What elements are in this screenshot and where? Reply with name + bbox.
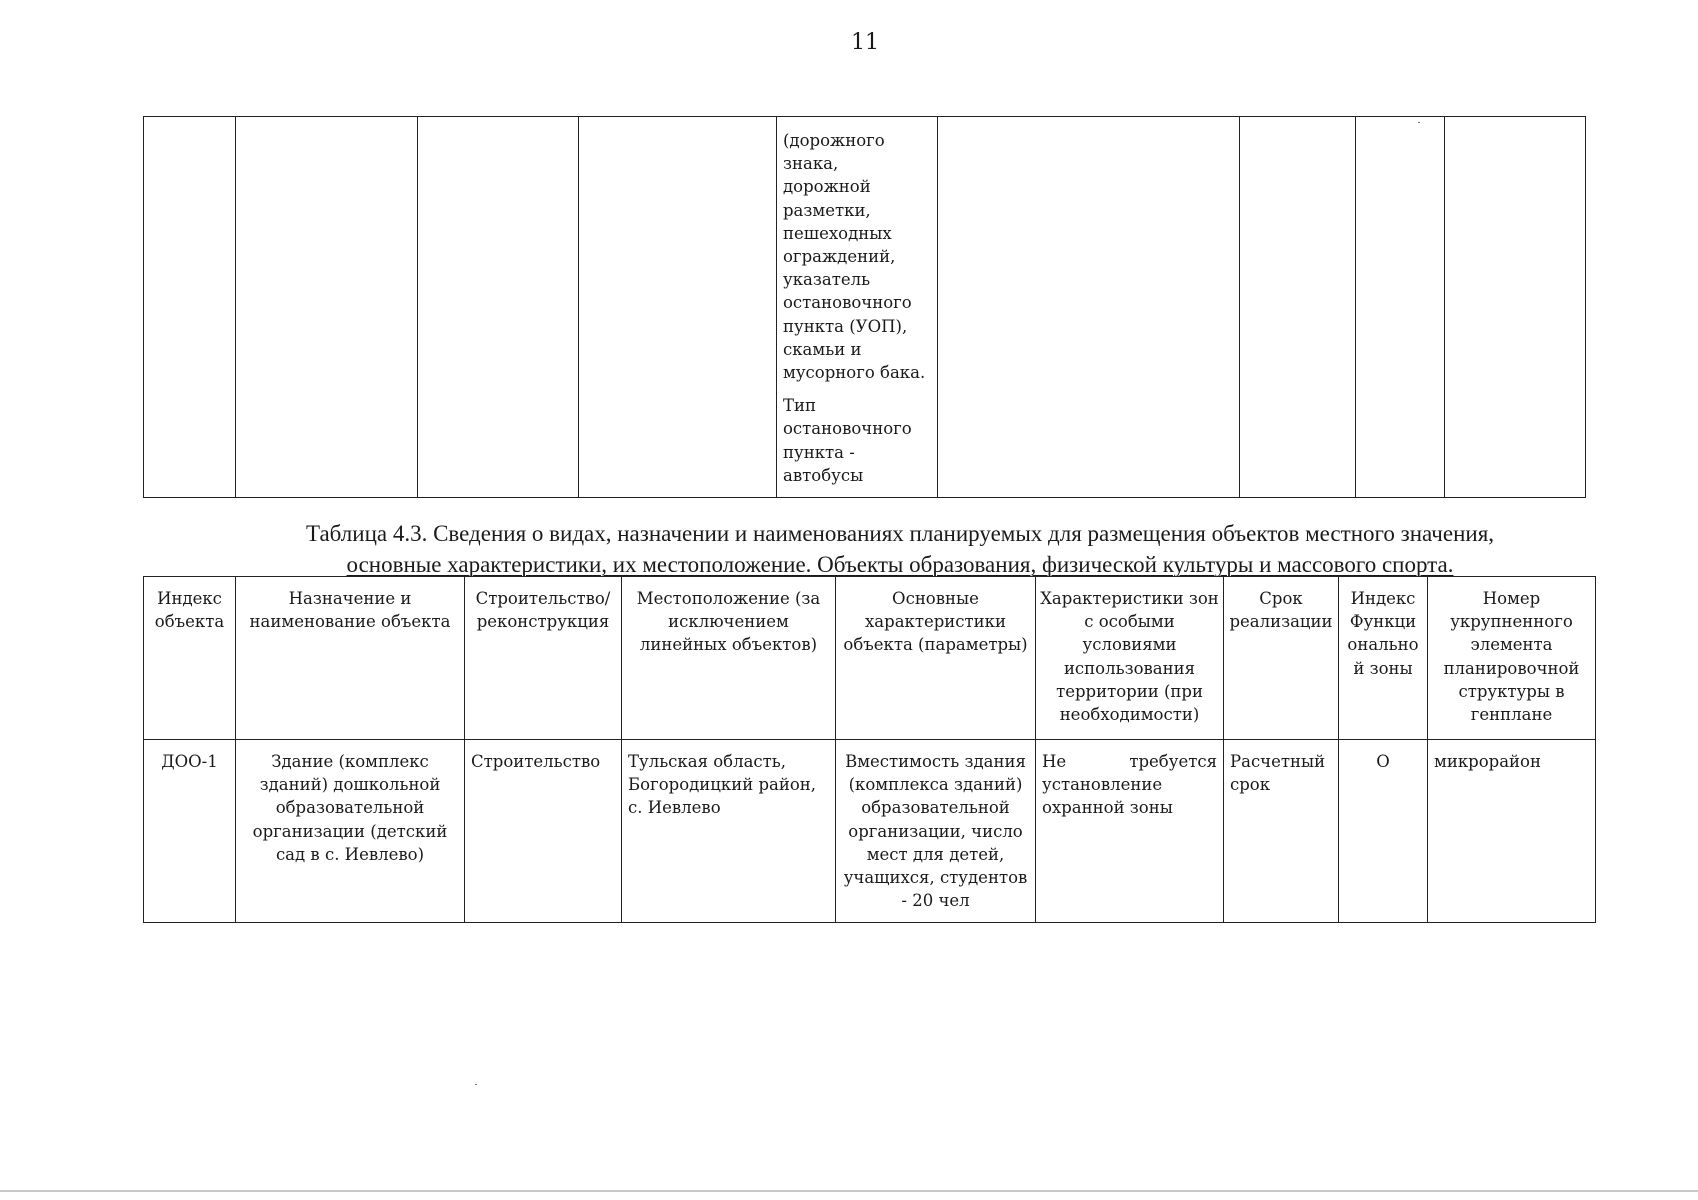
characteristics-cell (777, 117, 938, 498)
empty-cell (938, 117, 1240, 498)
continuation-table (143, 116, 1586, 498)
cell-purpose-name: Здание (комплекс зданий) дошкольной образовательной организации (детский сад в с. Иевлево) (236, 740, 465, 923)
empty-cell (1445, 117, 1586, 498)
cell-main-characteristics: Вместимость здания (комплекса зданий) образовательной организации, число мест для детей, учащихся, студентов - 20 чел (836, 740, 1036, 923)
scan-edge-line (0, 1190, 1698, 1192)
page-number: 11 (851, 30, 879, 55)
cell-location: Тульская область, Богородицкий район, с. Иевлево (622, 740, 836, 923)
cell-implementation-period: Расчетный срок (1224, 740, 1339, 923)
scan-speck (1418, 122, 1420, 123)
header-structure-element-number: Номер укрупненного элемента планировочной структуры в генплане (1428, 577, 1596, 740)
continuation-paragraph: (дорожного знака, дорожной разметки, пешеходных ограждений, указатель остановочного пункта (УОП), скамьи и мусорного бака. (783, 131, 926, 383)
table-caption (200, 518, 1600, 580)
cell-object-index: ДОО-1 (144, 740, 236, 923)
table-row (144, 740, 1596, 923)
header-functional-zone-index: Индекс Функци онально й зоны (1339, 577, 1428, 740)
cell-structure-element-number: микрорайон (1428, 740, 1596, 923)
header-main-characteristics: Основные характеристики объекта (параметры) (836, 577, 1036, 740)
continuation-row (144, 117, 1586, 498)
header-object-index: Индекс объекта (144, 577, 236, 740)
empty-cell (1240, 117, 1356, 498)
header-location: Местоположение (за исключением линейных объектов) (622, 577, 836, 740)
empty-cell (418, 117, 579, 498)
header-implementation-period: Срок реализации (1224, 577, 1339, 740)
cell-construction: Строительство (465, 740, 622, 923)
caption-line-1: Таблица 4.3. Сведения о видах, назначении и наименованиях планируемых для размещения объектов местного значения, (305, 521, 1495, 546)
header-construction: Строительство/ реконструкция (465, 577, 622, 740)
empty-cell (236, 117, 418, 498)
cell-functional-zone-index: О (1339, 740, 1428, 923)
empty-cell (1356, 117, 1445, 498)
caption-line-2: основные характеристики, их местоположение. Объекты образования, физической культуры и массового спорта. (346, 552, 1454, 577)
empty-cell (579, 117, 777, 498)
header-purpose-name: Назначение и наименование объекта (236, 577, 465, 740)
cell-zone-characteristics: Не требуется установление охранной зоны (1036, 740, 1224, 923)
header-row (144, 577, 1596, 740)
header-zone-characteristics: Характеристики зон с особыми условиями использования территории (при необходимости) (1036, 577, 1224, 740)
stop-type-paragraph: Тип остановочного пункта - автобусы (783, 396, 912, 485)
empty-cell (144, 117, 236, 498)
objects-table (143, 576, 1596, 923)
scan-speck (475, 1084, 477, 1085)
